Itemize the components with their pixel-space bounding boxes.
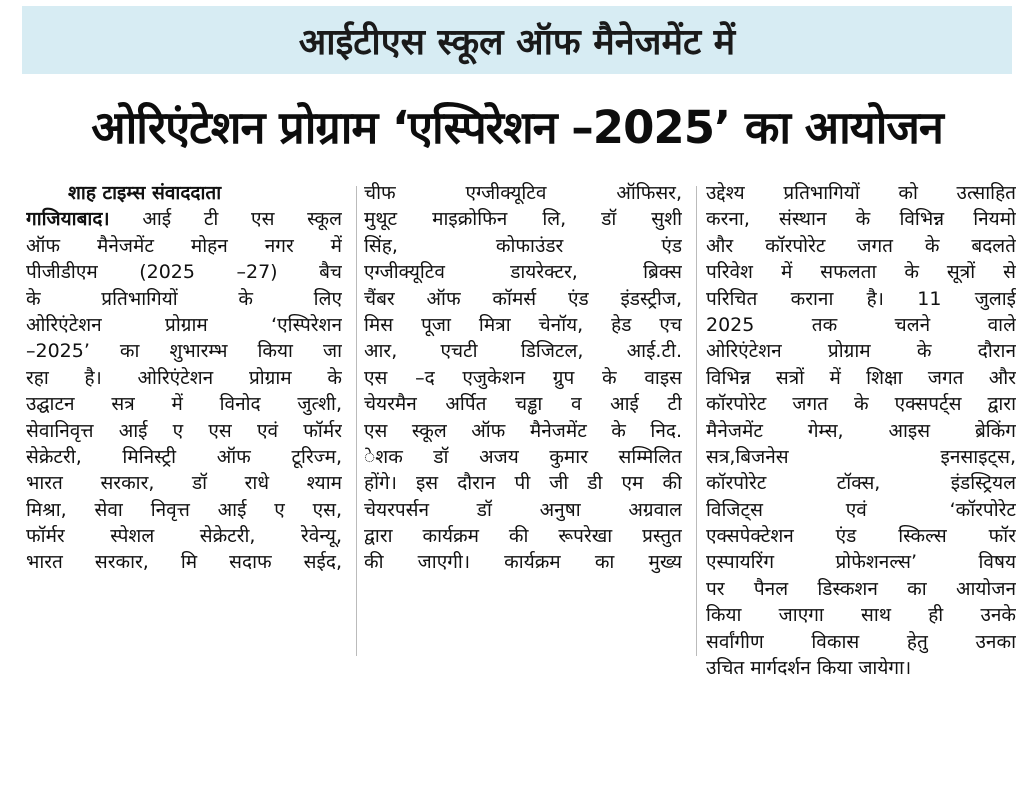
text-line: परिवेश में सफलता के सूत्रों से [706, 261, 1016, 284]
byline: शाह टाइम्स संवाददाता [68, 182, 222, 204]
text-line: होंगे। इस दौरान पी जी डी एम की [364, 472, 682, 495]
text-line: और कॉरपोरेट जगत के बदलते [706, 234, 1016, 257]
text-line: किया जाएगा साथ ही उनके [706, 604, 1016, 627]
text-line: सर्वांगीण विकास हेतु उनका [706, 630, 1016, 653]
text-line: सिंह, कोफाउंडर एंड [364, 234, 682, 257]
text-line: भारत सरकार, मि सदाफ सईद, [26, 551, 342, 574]
text-line: एग्जीक्यूटिव डायरेक्टर, ब्रिक्स [364, 261, 682, 284]
text-line: कॉरपोरेट जगत के एक्सपर्ट्स द्वारा [706, 393, 1016, 416]
text-line: के प्रतिभागियों के लिए [26, 287, 342, 310]
text-line: रहा है। ओरिएंटेशन प्रोग्राम के [26, 366, 342, 389]
text-line: चीफ एग्जीक्यूटिव ऑफिसर, [364, 182, 682, 204]
text-line: ओरिएंटेशन प्रोग्राम ‘एस्पिरेशन [26, 313, 342, 336]
dateline-line [26, 206, 342, 232]
kicker: आईटीएस स्कूल ऑफ मैनेजमेंट में [298, 21, 736, 63]
text-line: एक्सपेक्टेशन एंड स्किल्स फॉर [706, 525, 1016, 548]
text-line: भारत सरकार, डॉ राधे श्याम [26, 472, 342, 495]
article-column-1 [26, 180, 342, 792]
article-column-2 [364, 180, 682, 792]
text-line: फॉर्मर स्पेशल सेक्रेटरी, रेवेन्यू, [26, 525, 342, 548]
text-line: मुथूट माइक्रोफिन लि, डॉ सुशी [364, 208, 682, 231]
text-line: कॉरपोरेट टॉक्स, इंडस्ट्रियल [706, 472, 1016, 495]
column-divider [696, 186, 697, 656]
text-line: परिचित कराना है। 11 जुलाई [706, 287, 1016, 310]
text-line: चैंबर ऑफ कॉमर्स एंड इंडस्ट्रीज, [364, 287, 682, 310]
text-line: पर पैनल डिस्कशन का आयोजन [706, 577, 1016, 600]
text-line: चेयरमैन अर्पित चड्ढा व आई टी [364, 393, 682, 416]
text-line: मैनेजमेंट गेम्स, आइस ब्रेकिंग [706, 419, 1016, 442]
text-line: ओरिएंटेशन प्रोग्राम के दौरान [706, 340, 1016, 363]
headline: ओरिएंटेशन प्रोग्राम ‘एस्पिरेशन –2025’ का आयोजन [91, 100, 943, 154]
text-line: –2025’ का शुभारम्भ किया जा [26, 340, 342, 363]
text-line: द्वारा कार्यक्रम की रूपरेखा प्रस्तुत [364, 525, 682, 548]
article-body [26, 180, 1016, 792]
text-line: उचित मार्गदर्शन किया जायेगा। [706, 657, 912, 680]
text-line: उद्देश्य प्रतिभागियों को उत्साहित [706, 182, 1016, 204]
text-line: एस्पायरिंग प्रोफेशनल्स’ विषय [706, 551, 1016, 574]
column-divider [356, 186, 357, 656]
text-line: सेक्रेटरी, मिनिस्ट्री ऑफ टूरिज्म, [26, 445, 342, 468]
text-line: मिस पूजा मित्रा चेनॉय, हेड एच [364, 313, 682, 336]
kicker-band [22, 6, 1012, 74]
text-line: सत्र,बिजनेस इनसाइट्स, [706, 445, 1016, 468]
text-line: उद्घाटन सत्र में विनोद जुत्शी, [26, 393, 342, 416]
text-line: आई टी एस स्कूल [142, 208, 342, 231]
text-line: ेशक डॉ अजय कुमार सम्मिलित [364, 445, 682, 468]
headline-container [22, 86, 1012, 166]
text-line: करना, संस्थान के विभिन्न नियमो [706, 208, 1016, 231]
text-line: 2025 तक चलने वाले [706, 313, 1016, 336]
article-column-3 [706, 180, 1016, 792]
text-line: एस –द एजुकेशन ग्रुप के वाइस [364, 366, 682, 389]
dateline: गाजियाबाद। [26, 208, 110, 231]
text-line: विजिट्स एवं ‘कॉरपोरेट [706, 498, 1016, 521]
text-line: पीजीडीएम (2025 –27) बैच [26, 261, 342, 284]
text-line: चेयरपर्सन डॉ अनुषा अग्रवाल [364, 498, 682, 521]
text-line: सेवानिवृत्त आई ए एस एवं फॉर्मर [26, 419, 342, 442]
text-line: एस स्कूल ऑफ मैनेजमेंट के निद. [364, 419, 682, 442]
text-line: ऑफ मैनेजमेंट मोहन नगर में [26, 234, 342, 257]
text-line: मिश्रा, सेवा निवृत्त आई ए एस, [26, 498, 342, 521]
text-line: आर, एचटी डिजिटल, आई.टी. [364, 340, 682, 363]
text-line: की जाएगी। कार्यक्रम का मुख्य [364, 551, 682, 574]
text-line: विभिन्न सत्रों में शिक्षा जगत और [706, 366, 1016, 389]
